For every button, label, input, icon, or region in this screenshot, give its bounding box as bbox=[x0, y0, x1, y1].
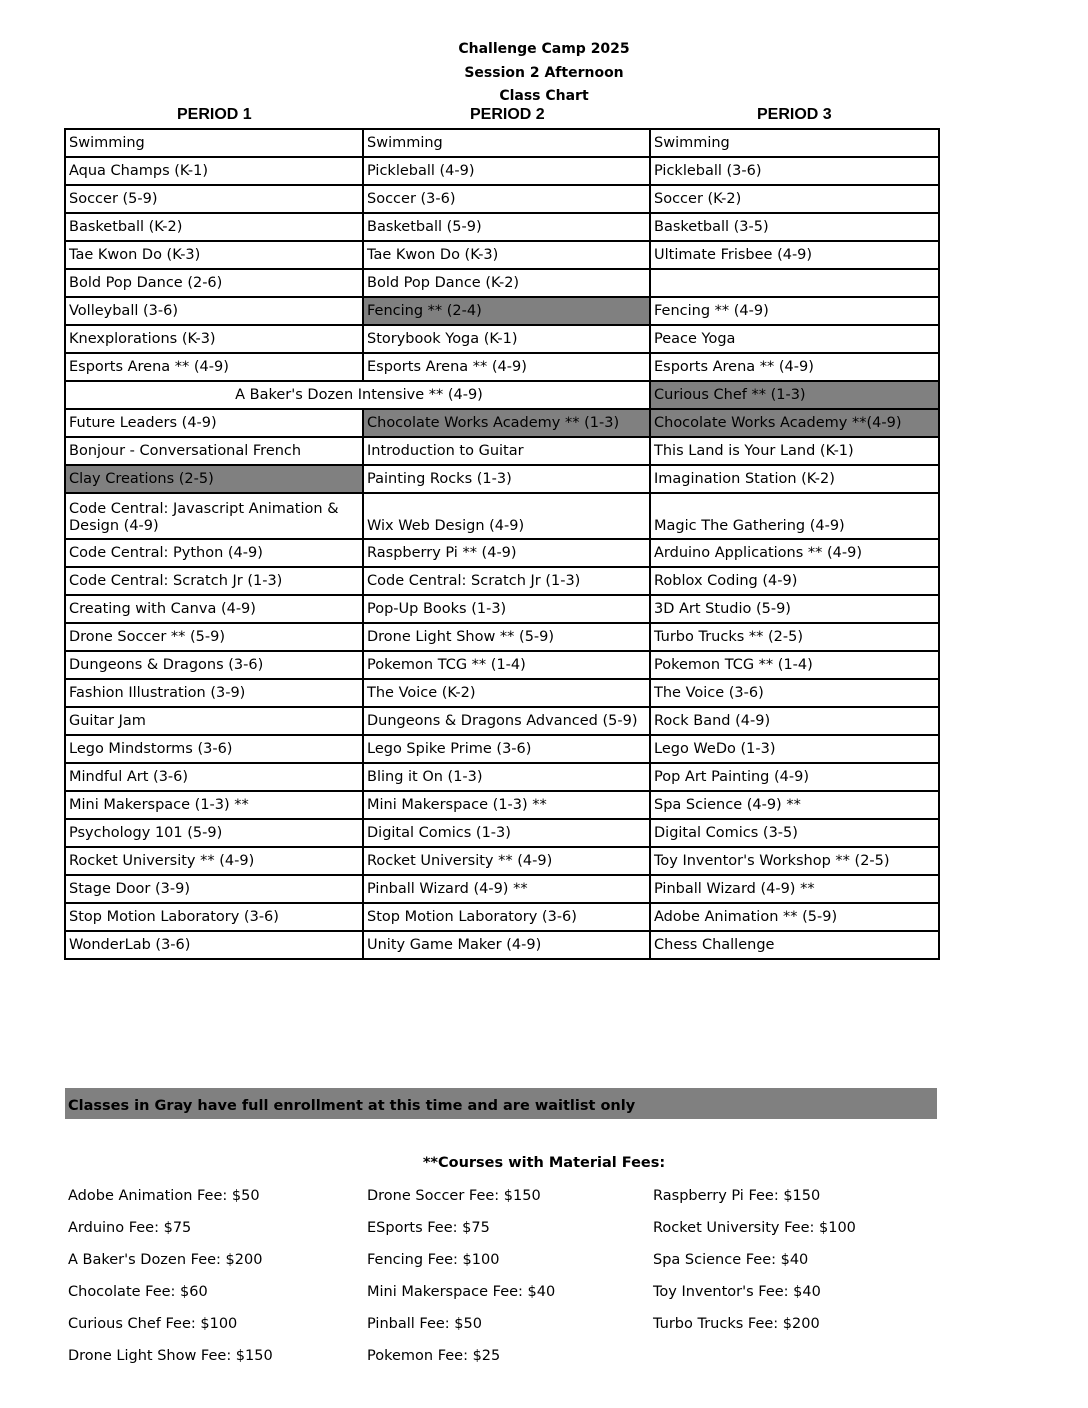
class-cell: Code Central: Scratch Jr (1-3) bbox=[363, 567, 650, 595]
class-cell: Toy Inventor's Workshop ** (2-5) bbox=[650, 847, 939, 875]
table-row bbox=[65, 213, 939, 241]
class-cell: Drone Light Show ** (5-9) bbox=[363, 623, 650, 651]
class-cell: Mindful Art (3-6) bbox=[65, 763, 363, 791]
class-cell: Bold Pop Dance (2-6) bbox=[65, 269, 363, 297]
class-cell: Digital Comics (3-5) bbox=[650, 819, 939, 847]
table-row bbox=[65, 325, 939, 353]
fees-column-3 bbox=[653, 1184, 856, 1344]
class-cell: Volleyball (3-6) bbox=[65, 297, 363, 325]
table-row bbox=[65, 465, 939, 493]
table-row bbox=[65, 623, 939, 651]
class-cell: Guitar Jam bbox=[65, 707, 363, 735]
class-cell: Dungeons & Dragons (3-6) bbox=[65, 651, 363, 679]
class-cell: Curious Chef ** (1-3) bbox=[650, 381, 939, 409]
period-1-heading: PERIOD 1 bbox=[177, 106, 252, 123]
class-cell: A Baker's Dozen Intensive ** (4-9) bbox=[65, 381, 650, 409]
class-cell: WonderLab (3-6) bbox=[65, 931, 363, 959]
fee-item: Raspberry Pi Fee: $150 bbox=[653, 1188, 821, 1204]
class-cell: Pinball Wizard (4-9) ** bbox=[363, 875, 650, 903]
waitlist-note: Classes in Gray have full enrollment at this time and are waitlist only bbox=[65, 1088, 937, 1119]
table-row bbox=[65, 847, 939, 875]
session-title: Session 2 Afternoon bbox=[464, 64, 624, 81]
table-row bbox=[65, 353, 939, 381]
chart-title: Class Chart bbox=[499, 88, 589, 104]
table-row bbox=[65, 735, 939, 763]
class-cell: Imagination Station (K-2) bbox=[650, 465, 939, 493]
table-row bbox=[65, 903, 939, 931]
fee-item: Drone Soccer Fee: $150 bbox=[367, 1188, 541, 1204]
class-cell: Chocolate Works Academy **(4-9) bbox=[650, 409, 939, 437]
table-row bbox=[65, 763, 939, 791]
fee-item: Pinball Fee: $50 bbox=[367, 1316, 482, 1332]
class-cell: Pokemon TCG ** (1-4) bbox=[650, 651, 939, 679]
class-cell: Basketball (3-5) bbox=[650, 213, 939, 241]
fee-item: Mini Makerspace Fee: $40 bbox=[367, 1284, 556, 1300]
page-header bbox=[0, 38, 1088, 109]
class-cell: Code Central: Javascript Animation & Design (4-9) bbox=[65, 493, 363, 539]
fee-item: Arduino Fee: $75 bbox=[68, 1220, 192, 1236]
fee-item: Fencing Fee: $100 bbox=[367, 1252, 500, 1268]
class-cell: Esports Arena ** (4-9) bbox=[363, 353, 650, 381]
class-chart-table bbox=[64, 128, 940, 960]
period-2-heading: PERIOD 2 bbox=[470, 106, 545, 123]
table-row bbox=[65, 707, 939, 735]
class-chart-body bbox=[65, 129, 939, 959]
fee-item: Adobe Animation Fee: $50 bbox=[68, 1188, 260, 1204]
class-cell: Wix Web Design (4-9) bbox=[363, 493, 650, 539]
fee-item: Turbo Trucks Fee: $200 bbox=[653, 1316, 820, 1332]
fee-item: Toy Inventor's Fee: $40 bbox=[653, 1284, 821, 1300]
fee-item: Drone Light Show Fee: $150 bbox=[68, 1348, 273, 1364]
table-row bbox=[65, 679, 939, 707]
class-cell: Chocolate Works Academy ** (1-3) bbox=[363, 409, 650, 437]
table-row bbox=[65, 931, 939, 959]
class-cell: Raspberry Pi ** (4-9) bbox=[363, 539, 650, 567]
fee-item: Chocolate Fee: $60 bbox=[68, 1284, 208, 1300]
table-row bbox=[65, 269, 939, 297]
class-cell: Code Central: Scratch Jr (1-3) bbox=[65, 567, 363, 595]
class-cell: Bonjour - Conversational French bbox=[65, 437, 363, 465]
class-cell: Unity Game Maker (4-9) bbox=[363, 931, 650, 959]
class-cell: Swimming bbox=[363, 129, 650, 157]
class-cell: Psychology 101 (5-9) bbox=[65, 819, 363, 847]
class-cell: Soccer (K-2) bbox=[650, 185, 939, 213]
class-cell: Pickleball (3-6) bbox=[650, 157, 939, 185]
table-row bbox=[65, 241, 939, 269]
class-cell: Rocket University ** (4-9) bbox=[363, 847, 650, 875]
class-cell: Esports Arena ** (4-9) bbox=[650, 353, 939, 381]
fee-item: Pokemon Fee: $25 bbox=[367, 1348, 501, 1364]
table-row bbox=[65, 381, 939, 409]
class-cell: Ultimate Frisbee (4-9) bbox=[650, 241, 939, 269]
table-row bbox=[65, 297, 939, 325]
fee-item: Rocket University Fee: $100 bbox=[653, 1220, 856, 1236]
class-cell: Pop Art Painting (4-9) bbox=[650, 763, 939, 791]
fees-column-2 bbox=[367, 1184, 555, 1376]
fee-item: A Baker's Dozen Fee: $200 bbox=[68, 1252, 263, 1268]
class-cell: Pokemon TCG ** (1-4) bbox=[363, 651, 650, 679]
class-cell: Magic The Gathering (4-9) bbox=[650, 493, 939, 539]
class-cell: Fencing ** (4-9) bbox=[650, 297, 939, 325]
table-row bbox=[65, 185, 939, 213]
class-cell: Mini Makerspace (1-3) ** bbox=[363, 791, 650, 819]
class-cell: Tae Kwon Do (K-3) bbox=[363, 241, 650, 269]
class-cell: Soccer (5-9) bbox=[65, 185, 363, 213]
class-cell: This Land is Your Land (K-1) bbox=[650, 437, 939, 465]
class-cell: Code Central: Python (4-9) bbox=[65, 539, 363, 567]
class-cell: Painting Rocks (1-3) bbox=[363, 465, 650, 493]
table-row bbox=[65, 409, 939, 437]
class-cell: The Voice (K-2) bbox=[363, 679, 650, 707]
table-row bbox=[65, 129, 939, 157]
table-row bbox=[65, 595, 939, 623]
class-cell: Arduino Applications ** (4-9) bbox=[650, 539, 939, 567]
class-cell: Clay Creations (2-5) bbox=[65, 465, 363, 493]
class-cell: Digital Comics (1-3) bbox=[363, 819, 650, 847]
class-cell: Future Leaders (4-9) bbox=[65, 409, 363, 437]
class-cell: Mini Makerspace (1-3) ** bbox=[65, 791, 363, 819]
class-cell bbox=[650, 269, 939, 297]
class-cell: Tae Kwon Do (K-3) bbox=[65, 241, 363, 269]
table-row bbox=[65, 437, 939, 465]
fee-item: Curious Chef Fee: $100 bbox=[68, 1316, 238, 1332]
class-cell: Soccer (3-6) bbox=[363, 185, 650, 213]
class-cell: Creating with Canva (4-9) bbox=[65, 595, 363, 623]
class-cell: Drone Soccer ** (5-9) bbox=[65, 623, 363, 651]
class-cell: Pickleball (4-9) bbox=[363, 157, 650, 185]
class-cell: Aqua Champs (K-1) bbox=[65, 157, 363, 185]
class-cell: Chess Challenge bbox=[650, 931, 939, 959]
class-cell: Swimming bbox=[650, 129, 939, 157]
class-cell: Stop Motion Laboratory (3-6) bbox=[65, 903, 363, 931]
class-cell: Bling it On (1-3) bbox=[363, 763, 650, 791]
class-cell: Dungeons & Dragons Advanced (5-9) bbox=[363, 707, 650, 735]
table-row bbox=[65, 539, 939, 567]
class-cell: Fashion Illustration (3-9) bbox=[65, 679, 363, 707]
table-row bbox=[65, 791, 939, 819]
class-cell: Stop Motion Laboratory (3-6) bbox=[363, 903, 650, 931]
class-cell: Lego Spike Prime (3-6) bbox=[363, 735, 650, 763]
class-cell: Turbo Trucks ** (2-5) bbox=[650, 623, 939, 651]
class-cell: Basketball (K-2) bbox=[65, 213, 363, 241]
table-row bbox=[65, 493, 939, 539]
class-cell: Stage Door (3-9) bbox=[65, 875, 363, 903]
class-cell: Basketball (5-9) bbox=[363, 213, 650, 241]
class-cell: Introduction to Guitar bbox=[363, 437, 650, 465]
class-cell: Knexplorations (K-3) bbox=[65, 325, 363, 353]
table-row bbox=[65, 157, 939, 185]
fees-heading: **Courses with Material Fees: bbox=[422, 1155, 666, 1171]
camp-title: Challenge Camp 2025 bbox=[458, 41, 630, 57]
class-cell: Fencing ** (2-4) bbox=[363, 297, 650, 325]
class-cell: The Voice (3-6) bbox=[650, 679, 939, 707]
class-cell: Lego Mindstorms (3-6) bbox=[65, 735, 363, 763]
class-cell: Swimming bbox=[65, 129, 363, 157]
fees-column-1 bbox=[68, 1184, 273, 1376]
table-row bbox=[65, 567, 939, 595]
class-cell: Peace Yoga bbox=[650, 325, 939, 353]
class-cell: Adobe Animation ** (5-9) bbox=[650, 903, 939, 931]
fee-item: Spa Science Fee: $40 bbox=[653, 1252, 809, 1268]
class-cell: Pinball Wizard (4-9) ** bbox=[650, 875, 939, 903]
class-cell: Lego WeDo (1-3) bbox=[650, 735, 939, 763]
table-row bbox=[65, 819, 939, 847]
period-3-heading: PERIOD 3 bbox=[757, 106, 832, 123]
class-cell: Storybook Yoga (K-1) bbox=[363, 325, 650, 353]
class-cell: Pop-Up Books (1-3) bbox=[363, 595, 650, 623]
fee-item: ESports Fee: $75 bbox=[367, 1220, 490, 1236]
class-cell: Rocket University ** (4-9) bbox=[65, 847, 363, 875]
class-cell: 3D Art Studio (5-9) bbox=[650, 595, 939, 623]
class-cell: Roblox Coding (4-9) bbox=[650, 567, 939, 595]
class-cell: Rock Band (4-9) bbox=[650, 707, 939, 735]
class-cell: Bold Pop Dance (K-2) bbox=[363, 269, 650, 297]
table-row bbox=[65, 875, 939, 903]
class-cell: Esports Arena ** (4-9) bbox=[65, 353, 363, 381]
table-row bbox=[65, 651, 939, 679]
class-cell: Spa Science (4-9) ** bbox=[650, 791, 939, 819]
